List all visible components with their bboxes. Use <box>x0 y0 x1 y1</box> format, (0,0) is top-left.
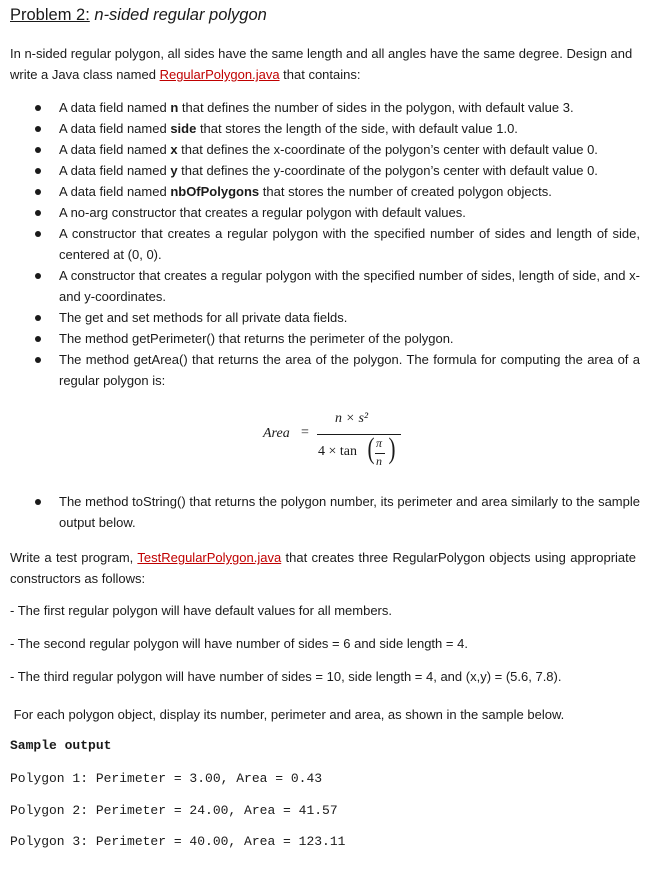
bullet-icon <box>35 231 41 237</box>
instruction-item-3: - The third regular polygon will have number of sides = 10, side length = 4, and (x,y) = (5.6, 7.8). <box>10 669 562 684</box>
list-item: A data field named side that stores the length of the side, with default value 1.0. <box>10 118 640 139</box>
bullet-icon <box>35 273 41 279</box>
problem-title <box>10 6 267 25</box>
requirements-list-continued <box>10 491 640 533</box>
formula-lhs: Area <box>263 426 290 441</box>
left-paren: ( <box>367 432 375 465</box>
sample-output-line-3: Polygon 3: Perimeter = 40.00, Area = 123.11 <box>10 834 346 849</box>
list-item: The method getPerimeter() that returns the perimeter of the polygon. <box>10 328 640 349</box>
list-item: The get and set methods for all private data fields. <box>10 307 640 328</box>
intro-after: that contains: <box>279 67 361 82</box>
list-item: A data field named nbOfPolygons that stores the number of created polygon objects. <box>10 181 640 202</box>
regularpolygon-link[interactable]: RegularPolygon.java <box>159 67 280 82</box>
area-formula <box>263 411 423 483</box>
sample-output-line-1: Polygon 1: Perimeter = 3.00, Area = 0.43 <box>10 771 323 786</box>
intro-paragraph <box>10 43 636 85</box>
sample-output-heading: Sample output <box>10 738 112 753</box>
bullet-icon <box>35 315 41 321</box>
problem-name: n-sided regular polygon <box>94 6 267 24</box>
list-item: The method getArea() that returns the area of the polygon. The formula for computing the area of a regular polygon is: <box>10 349 640 391</box>
bullet-icon <box>35 168 41 174</box>
problem-number: Problem 2: <box>10 6 90 24</box>
bullet-icon <box>35 126 41 132</box>
bullet-icon <box>35 336 41 342</box>
bullet-icon <box>35 105 41 111</box>
bullet-icon <box>35 147 41 153</box>
list-item: A constructor that creates a regular polygon with the specified number of sides, length of side, and x- and y-coordinates. <box>10 265 640 307</box>
instruction-item-4: For each polygon object, display its number, perimeter and area, as shown in the sample below. <box>10 707 565 722</box>
requirements-list <box>10 97 640 391</box>
bullet-icon <box>35 210 41 216</box>
formula-pi: π <box>376 436 383 450</box>
instruction-item-2: - The second regular polygon will have number of sides = 6 and side length = 4. <box>10 636 468 651</box>
sample-output-line-2: Polygon 2: Perimeter = 24.00, Area = 41.57 <box>10 803 338 818</box>
bullet-icon <box>35 499 41 505</box>
list-item: A constructor that creates a regular polygon with the specified number of sides and length of side, centered at (0, 0). <box>10 223 640 265</box>
bullet-icon <box>35 189 41 195</box>
intro-text: In n-sided regular polygon, all sides have the same length and all angles have the same degree. Design and write a Java class named <box>10 46 633 82</box>
list-item: A data field named x that defines the x-coordinate of the polygon’s center with default value 0. <box>10 139 640 160</box>
formula-n: n <box>376 454 382 468</box>
list-item: A data field named y that defines the y-coordinate of the polygon’s center with default value 0. <box>10 160 640 181</box>
testregularpolygon-link[interactable]: TestRegularPolygon.java <box>137 550 282 565</box>
instruction-item-1: - The first regular polygon will have default values for all members. <box>10 603 392 618</box>
bullet-icon <box>35 357 41 363</box>
formula-numerator: n × s² <box>335 411 369 426</box>
test-program-paragraph: Write a test program, TestRegularPolygon.java that creates three RegularPolygon objects using appropriate constructors as follows: <box>10 550 636 586</box>
right-paren: ) <box>388 432 396 465</box>
formula-equals: = <box>301 425 309 440</box>
list-item: The method toString() that returns the polygon number, its perimeter and area similarly to the sample output below. <box>10 491 640 533</box>
formula-denominator: 4 × tan <box>318 444 357 459</box>
list-item: A data field named n that defines the number of sides in the polygon, with default value 3. <box>10 97 640 118</box>
list-item: A no-arg constructor that creates a regular polygon with default values. <box>10 202 640 223</box>
